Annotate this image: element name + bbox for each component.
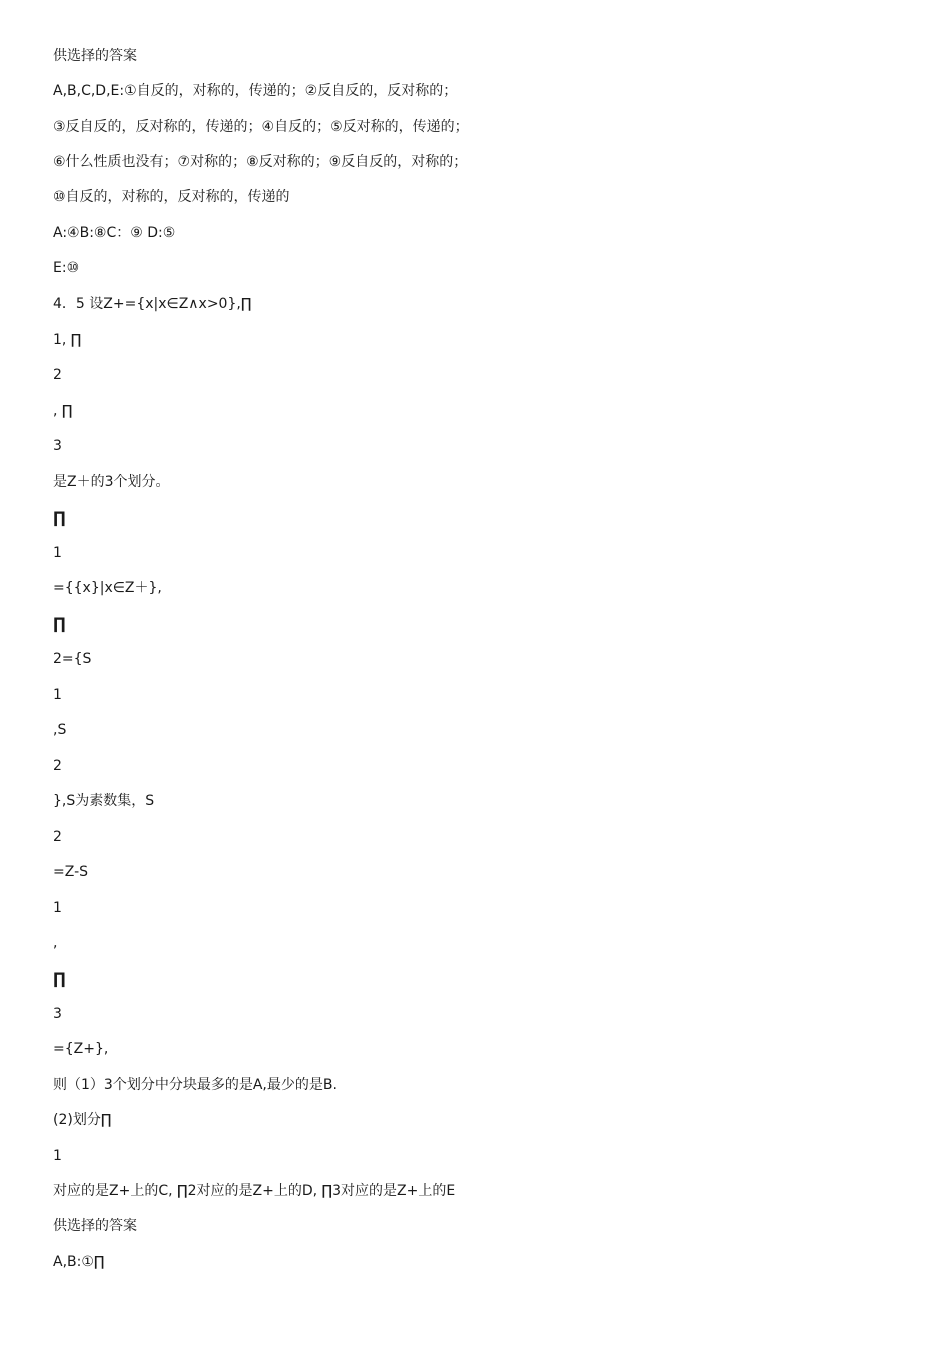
text-line-20: ,S	[53, 722, 67, 738]
text-line-2: A,B,C,D,E:①自反的，对称的，传递的；②反自反的，反对称的；	[53, 83, 458, 99]
text-line-9: 1, ∏	[53, 332, 82, 348]
text-line-10: 2	[53, 367, 62, 383]
text-line-24: =Z-S	[53, 864, 89, 880]
text-line-18: 2={S	[53, 651, 92, 667]
text-line-21: 2	[53, 758, 62, 774]
text-line-25: 1	[53, 900, 62, 916]
text-line-27: ∏	[53, 969, 66, 988]
text-line-19: 1	[53, 687, 62, 703]
text-line-12: 3	[53, 438, 62, 454]
text-line-3: ③反自反的，反对称的，传递的；④自反的；⑤反对称的，传递的；	[53, 119, 469, 135]
text-line-30: 则（1）3个划分中分块最多的是A,最少的是B.	[53, 1077, 337, 1093]
text-line-6: A:④B:⑧C：⑨ D:⑤	[53, 225, 176, 241]
text-line-29: ={Z+},	[53, 1041, 109, 1057]
text-line-33: 对应的是Z+上的C, ∏2对应的是Z+上的D, ∏3对应的是Z+上的E	[53, 1183, 456, 1199]
text-line-11: , ∏	[53, 403, 73, 419]
text-line-28: 3	[53, 1006, 62, 1022]
text-line-15: 1	[53, 545, 62, 561]
text-line-32: 1	[53, 1148, 62, 1164]
text-line-23: 2	[53, 829, 62, 845]
text-line-5: ⑩自反的，对称的，反对称的，传递的	[53, 189, 290, 205]
text-line-8: 4．5 设Z+={x|x∈Z∧x>0},∏	[53, 296, 252, 312]
text-line-22: },S为素数集，S	[53, 793, 155, 809]
text-line-16: ={{x}|x∈Z＋},	[53, 580, 162, 596]
text-line-14: ∏	[53, 508, 66, 527]
text-line-26: ,	[53, 935, 58, 951]
text-line-35: A,B:①∏	[53, 1254, 105, 1270]
text-line-4: ⑥什么性质也没有；⑦对称的；⑧反对称的；⑨反自反的，对称的；	[53, 154, 468, 170]
text-line-34: 供选择的答案	[53, 1218, 137, 1234]
text-line-7: E:⑩	[53, 260, 80, 276]
text-line-17: ∏	[53, 614, 66, 633]
text-line-13: 是Z＋的3个划分。	[53, 474, 170, 490]
text-line-1: 供选择的答案	[53, 48, 137, 64]
text-line-31: (2)划分∏	[53, 1112, 112, 1128]
